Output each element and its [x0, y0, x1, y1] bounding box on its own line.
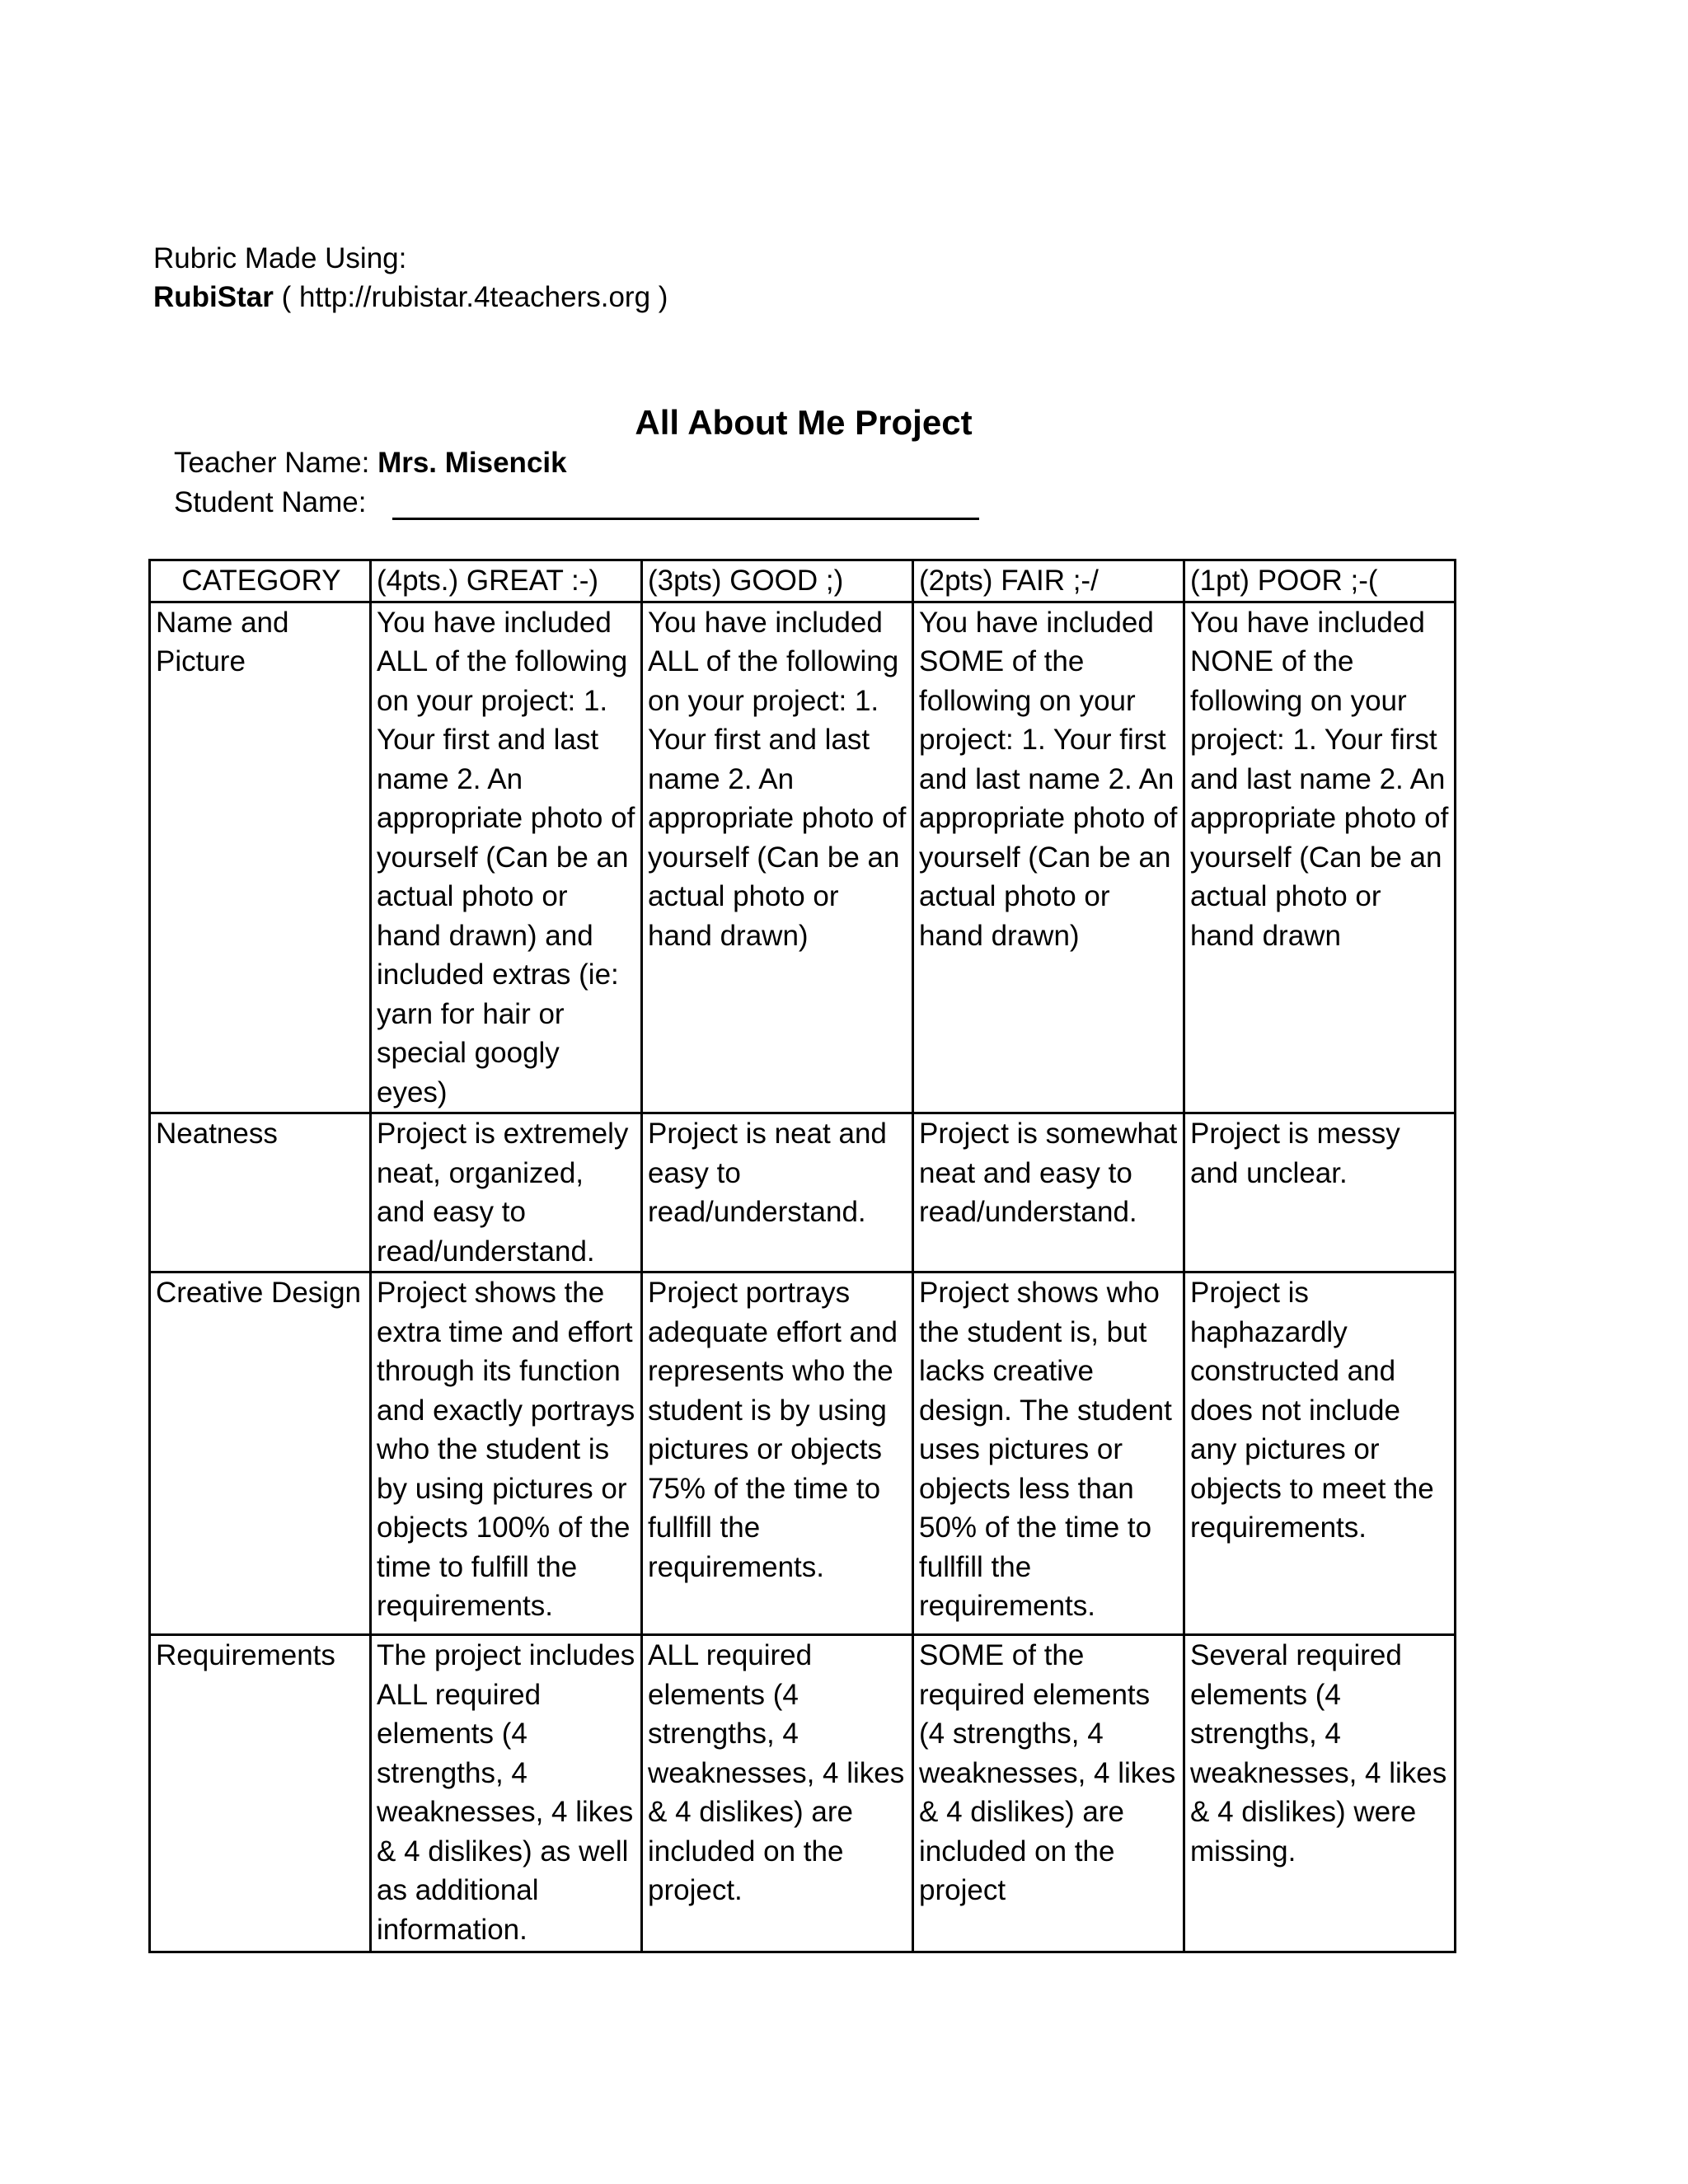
- row-category: Requirements: [150, 1635, 371, 1952]
- source-credit: [153, 239, 668, 316]
- rubric-row-neatness: [150, 1113, 1456, 1272]
- name-block: [174, 443, 567, 523]
- criteria-cell-good: Project is neat and easy to read/understand.: [642, 1113, 913, 1272]
- column-header-great: (4pts.) GREAT :-): [371, 560, 642, 602]
- criteria-cell-great: Project is extremely neat, organized, and easy to read/understand.: [371, 1113, 642, 1272]
- criteria-cell-good: You have included ALL of the following on your project: 1. Your first and last name 2. An appropriate photo of yourself (Can be an actual photo or hand drawn): [642, 602, 913, 1113]
- criteria-cell-fair: Project is somewhat neat and easy to read/understand.: [913, 1113, 1184, 1272]
- criteria-cell-great: The project includes ALL required elements (4 strengths, 4 weaknesses, 4 likes & 4 dislikes) as well as additional information.: [371, 1635, 642, 1952]
- rubric-header-row: [150, 560, 1456, 602]
- rubric-row-name-and-picture: [150, 602, 1456, 1113]
- criteria-cell-good: ALL required elements (4 strengths, 4 weaknesses, 4 likes & 4 dislikes) are included on the project.: [642, 1635, 913, 1952]
- criteria-cell-fair: You have included SOME of the following on your project: 1. Your first and last name 2. An appropriate photo of yourself (Can be an actual photo or hand drawn): [913, 602, 1184, 1113]
- criteria-cell-great: You have included ALL of the following on your project: 1. Your first and last name 2. An appropriate photo of yourself (Can be an actual photo or hand drawn) and included extras (ie: yarn for hair or special googly eyes): [371, 602, 642, 1113]
- student-name-label: Student Name:: [174, 486, 367, 518]
- made-using-label: Rubric Made Using:: [153, 242, 407, 274]
- source-line: [153, 278, 668, 316]
- source-url: ( http://rubistar.4teachers.org ): [273, 281, 668, 313]
- column-header-category: CATEGORY: [150, 560, 371, 602]
- rubric-row-creative-design: [150, 1272, 1456, 1635]
- column-header-good: (3pts) GOOD ;): [642, 560, 913, 602]
- rubric-row-requirements: [150, 1635, 1456, 1952]
- criteria-cell-poor: Several required elements (4 strengths, 4 weaknesses, 4 likes & 4 dislikes) were missing.: [1184, 1635, 1456, 1952]
- criteria-cell-poor: Project is haphazardly constructed and does not include any pictures or objects to meet the requirements.: [1184, 1272, 1456, 1635]
- student-name-row: [174, 483, 567, 523]
- brand-name: RubiStar: [153, 281, 274, 313]
- criteria-cell-poor: Project is messy and unclear.: [1184, 1113, 1456, 1272]
- criteria-cell-good: Project portrays adequate effort and represents who the student is by using pictures or objects 75% of the time to fullfill the requirements.: [642, 1272, 913, 1635]
- rubric-table: [148, 559, 1456, 1953]
- teacher-name-label: Teacher Name:: [174, 447, 378, 479]
- teacher-name-value: Mrs. Misencik: [377, 447, 567, 479]
- student-name-blank: [392, 518, 979, 520]
- criteria-cell-poor: You have included NONE of the following on your project: 1. Your first and last name 2. An appropriate photo of yourself (Can be an actual photo or hand drawn: [1184, 602, 1456, 1113]
- column-header-poor: (1pt) POOR ;-(: [1184, 560, 1456, 602]
- criteria-cell-fair: SOME of the required elements (4 strengths, 4 weaknesses, 4 likes & 4 dislikes) are included on the project: [913, 1635, 1184, 1952]
- row-category: Name and Picture: [150, 602, 371, 1113]
- column-header-fair: (2pts) FAIR ;-/: [913, 560, 1184, 602]
- row-category: Neatness: [150, 1113, 371, 1272]
- criteria-cell-great: Project shows the extra time and effort through its function and exactly portrays who the student is by using pictures or objects 100% of the time to fulfill the requirements.: [371, 1272, 642, 1635]
- teacher-name-row: [174, 443, 567, 483]
- page-title: All About Me Project: [635, 403, 973, 442]
- criteria-cell-fair: Project shows who the student is, but lacks creative design. The student uses pictures or objects less than 50% of the time to fullfill the requirements.: [913, 1272, 1184, 1635]
- row-category: Creative Design: [150, 1272, 371, 1635]
